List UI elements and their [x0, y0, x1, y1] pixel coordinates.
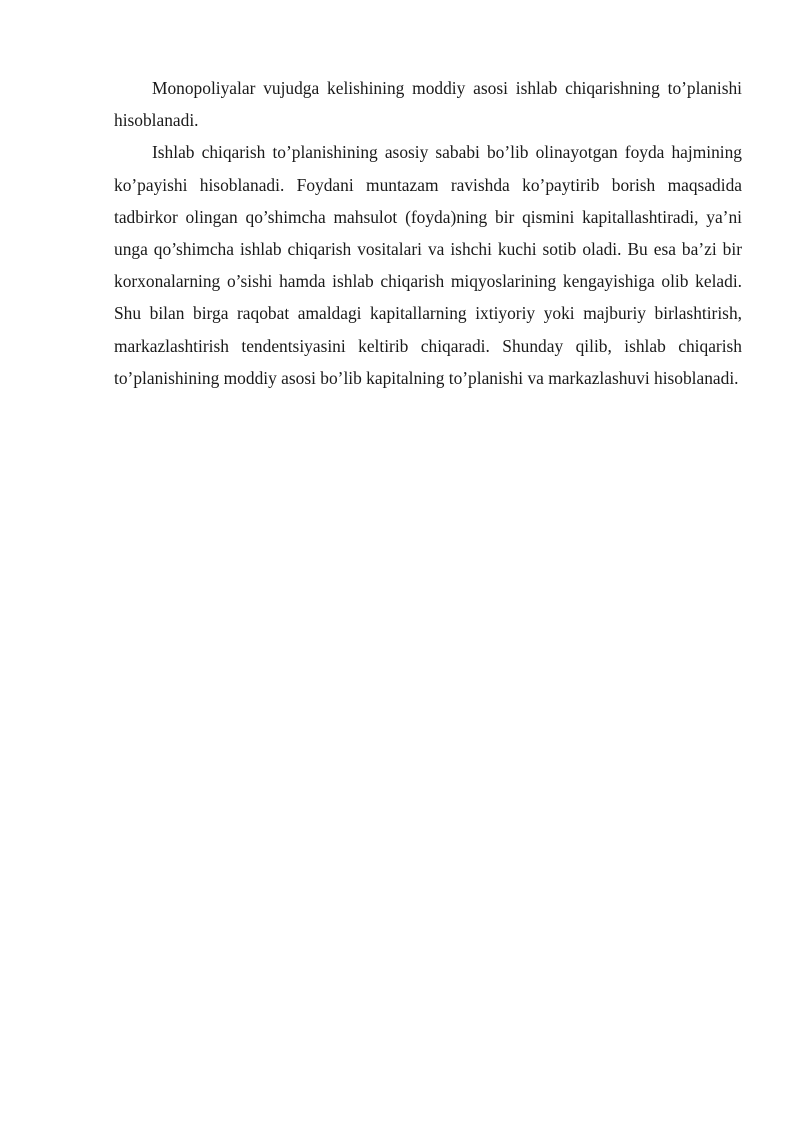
- paragraph-1: Monopoliyalar vujudga kelishining moddiy asosi ishlab chiqarishning to’planishi hisoblanadi.: [114, 78, 742, 131]
- document-body: [114, 72, 742, 394]
- paragraph-2: Ishlab chiqarish to’planishining asosiy sababi bo’lib olinayotgan foyda hajmining ko’payishi hisoblanadi. Foydani muntazam ravishda ko’paytirib borish maqsadida tadbirkor olingan qo’shimcha mahsulot (foyda)ning bir qismini kapitallashtiradi, ya’ni unga qo’shimcha ishlab chiqarish vositalari va ishchi kuchi sotib oladi. Bu esa ba’zi bir korxonalarning o’sishi hamda ishlab chiqarish miqyoslarining kengayishiga olib keladi. Shu bilan birga raqobat amaldagi kapitallarning ixtiyoriy yoki majburiy birlashtirish, markazlashtirish tendentsiyasini keltirib chiqaradi. Shunday qilib, ishlab chiqarish to’planishining moddiy asosi bo’lib kapitalning to’planishi va markazlashuvi hisoblanadi.: [114, 142, 742, 388]
